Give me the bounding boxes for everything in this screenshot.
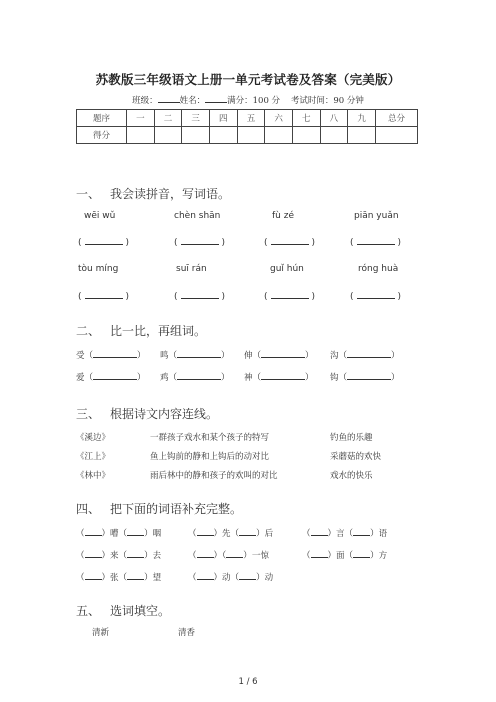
class-label: 班级： (132, 96, 158, 106)
score-cell[interactable] (182, 127, 210, 144)
score-header-cell: 三 (182, 110, 210, 127)
pinyin-item: róng huà (358, 264, 399, 274)
poem-description[interactable]: 雨后林中的静和孩子的欢叫的对比 (150, 471, 278, 481)
section-4-heading (76, 500, 242, 517)
pinyin-item: chèn shān (174, 211, 221, 221)
fill-word-item[interactable]: （ ）张（ ）望 (76, 573, 162, 583)
score-table-header-row (77, 110, 418, 127)
answer-blank[interactable]: ( ) (350, 238, 402, 248)
pinyin-item: fù zé (272, 211, 294, 221)
pinyin-item: piān yuǎn (354, 211, 399, 221)
page-number: 1 / 6 (238, 677, 258, 687)
name-blank (205, 93, 227, 103)
section-number: 二、 (76, 324, 101, 338)
score-cell[interactable] (265, 127, 293, 144)
answer-blank[interactable]: ( ) (174, 292, 226, 302)
answer-blank[interactable]: ( ) (264, 292, 316, 302)
score-header-cell: 总分 (376, 110, 418, 127)
score-header-cell: 九 (348, 110, 376, 127)
section-5-heading (76, 602, 170, 619)
word-group-item[interactable]: 受（ ） (76, 351, 146, 361)
section-1-heading (76, 185, 230, 202)
answer-blank[interactable]: ( ) (264, 238, 316, 248)
score-header-cell: 二 (154, 110, 182, 127)
score-cell[interactable] (348, 127, 376, 144)
word-group-item[interactable]: 鸡（ ） (160, 373, 230, 383)
exam-time: 考试时间：90 分钟 (290, 96, 364, 106)
section-number: 三、 (76, 407, 101, 421)
word-group-item[interactable]: 伸（ ） (244, 351, 314, 361)
score-cell[interactable] (127, 127, 155, 144)
fill-word-item[interactable]: （ ）先（ ）后 (188, 529, 274, 539)
word-choice: 清新 (92, 628, 110, 638)
fill-word-item[interactable]: （ ）嘈（ ）咽 (76, 529, 162, 539)
score-header-cell: 八 (320, 110, 348, 127)
score-header-cell: 题序 (77, 110, 127, 127)
answer-blank[interactable]: ( ) (78, 238, 130, 248)
exam-info (0, 93, 496, 106)
score-cell[interactable] (209, 127, 237, 144)
fill-word-item[interactable]: （ ）来（ ）去 (76, 551, 162, 561)
poem-theme[interactable]: 戏水的快乐 (330, 471, 373, 481)
score-cell[interactable] (376, 127, 418, 144)
section-2-heading (76, 322, 206, 339)
name-label: 姓名： (179, 96, 206, 106)
section-title: 把下面的词语补充完整。 (110, 502, 243, 516)
poem-theme[interactable]: 采蘑菇的欢快 (330, 452, 382, 462)
score-label-cell: 得分 (77, 127, 127, 144)
poem-title[interactable]: 《江上》 (76, 452, 111, 462)
answer-blank[interactable]: ( ) (174, 238, 226, 248)
score-table (76, 109, 418, 144)
word-group-item[interactable]: 钩（ ） (330, 373, 400, 383)
pinyin-item: suī rán (176, 264, 207, 274)
word-group-item[interactable]: 爱（ ） (76, 373, 146, 383)
pinyin-item: guǐ hún (270, 264, 304, 274)
answer-blank[interactable]: ( ) (350, 292, 402, 302)
answer-blank[interactable]: ( ) (78, 292, 130, 302)
fill-word-item[interactable]: （ ）动（ ）动 (188, 573, 274, 583)
score-cell[interactable] (154, 127, 182, 144)
poem-description[interactable]: 一群孩子戏水和某个孩子的特写 (150, 433, 270, 443)
word-group-item[interactable]: 鸣（ ） (160, 351, 230, 361)
section-title: 我会读拼音，写词语。 (110, 187, 231, 201)
section-number: 四、 (76, 502, 101, 516)
poem-theme[interactable]: 钓鱼的乐趣 (330, 433, 373, 443)
section-number: 五、 (76, 604, 101, 618)
fill-word-item[interactable]: （ ）（ ）一惊 (188, 551, 269, 561)
score-header-cell: 六 (265, 110, 293, 127)
score-cell[interactable] (237, 127, 265, 144)
word-group-item[interactable]: 神（ ） (244, 373, 314, 383)
page-title: 苏教版三年级语文上册一单元考试卷及答案（完美版） (95, 72, 401, 87)
poem-description[interactable]: 鱼上钩前的静和上钩后的动对比 (150, 452, 270, 462)
score-cell[interactable] (292, 127, 320, 144)
score-table-score-row (77, 127, 418, 144)
section-title: 比一比，再组词。 (110, 324, 207, 338)
section-3-heading (76, 405, 218, 422)
fill-word-item[interactable]: （ ）面（ ）方 (302, 551, 388, 561)
pinyin-item: tòu míng (78, 264, 119, 274)
pinyin-item: wēi wǔ (84, 211, 116, 221)
word-choice: 清香 (178, 628, 196, 638)
score-header-cell: 一 (127, 110, 155, 127)
section-number: 一、 (76, 187, 101, 201)
score-header-cell: 五 (237, 110, 265, 127)
score-header-cell: 七 (292, 110, 320, 127)
score-header-cell: 四 (209, 110, 237, 127)
score-cell[interactable] (320, 127, 348, 144)
section-title: 根据诗文内容连线。 (110, 407, 219, 421)
fill-word-item[interactable]: （ ）言（ ）语 (302, 529, 388, 539)
full-score: 满分：100 分 (227, 96, 281, 106)
word-group-item[interactable]: 沟（ ） (330, 351, 400, 361)
poem-title[interactable]: 《溪边》 (76, 433, 111, 443)
poem-title[interactable]: 《林中》 (76, 471, 111, 481)
section-title: 选词填空。 (110, 604, 171, 618)
class-blank (158, 93, 180, 103)
